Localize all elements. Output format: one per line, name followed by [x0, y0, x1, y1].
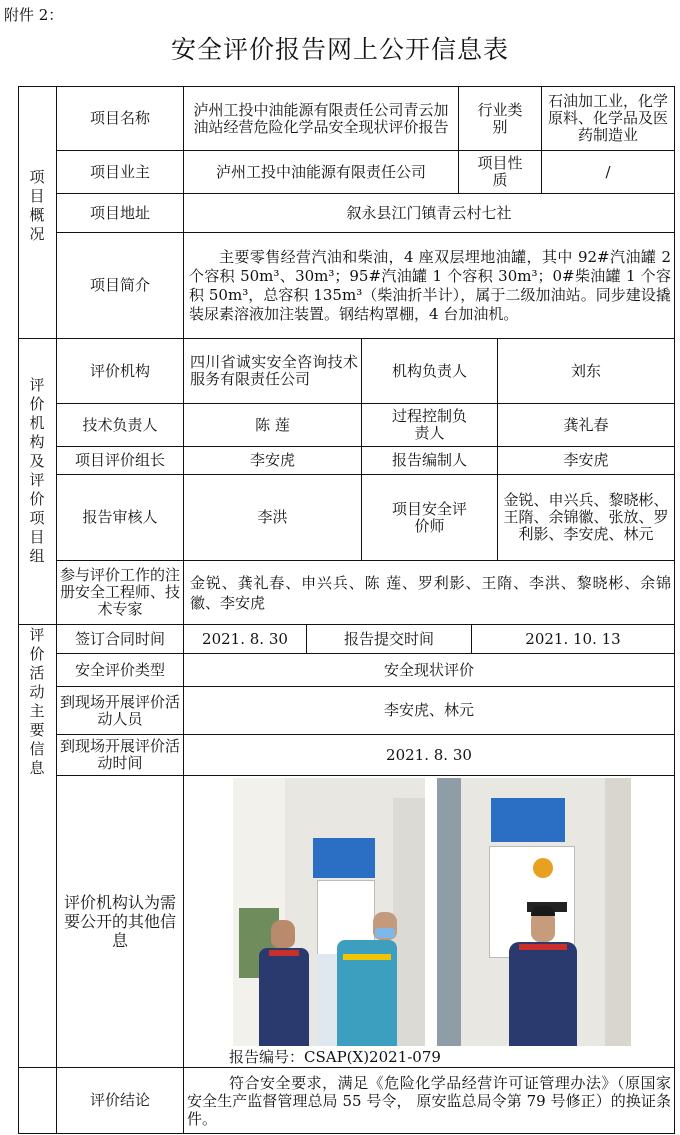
intro-label: 项目简介	[89, 276, 150, 294]
intro-value: 主要零售经营汽油和柴油，4 座双层埋地油罐，其中 92#汽油罐 2 个容积 50m³、30m³；95#汽油罐 1 个容积 30m³；0#柴油罐 1 个容积 50m³，总容积 135m³（柴油折半计），属于二级加油站。同步建设撬装尿素溶液加注装置。钢结构罩棚，4 台加油机。	[189, 247, 671, 323]
table-border-left	[18, 86, 19, 1134]
process-value: 龚礼春	[563, 415, 609, 434]
org-value: 四川省诚实安全咨询技术服务有限责任公司	[190, 353, 358, 388]
glass-door	[437, 778, 461, 1046]
staff-value: 李安虎、林元	[383, 701, 474, 719]
reviewer-label: 报告审核人	[82, 508, 158, 526]
evaluator-label: 项目安全评价师	[391, 499, 467, 535]
name-label: 项目名称	[89, 109, 150, 127]
staff-label: 到现场开展评价活动人员	[60, 692, 180, 728]
blue-sign	[313, 838, 375, 878]
site-photo-2	[437, 778, 631, 1046]
tech-value: 陈 莲	[255, 415, 290, 434]
col-line	[183, 86, 184, 338]
blue-sign	[491, 798, 565, 842]
conclusion-label: 评价结论	[89, 1091, 150, 1109]
owner-label: 项目业主	[89, 162, 150, 181]
nature-label: 项目性质	[477, 154, 523, 189]
table-border-bottom	[18, 1133, 675, 1134]
site-photo-1	[233, 778, 425, 1046]
nature-value: /	[605, 162, 611, 181]
person-hair	[531, 906, 555, 916]
name-value: 泸州工投中油能源有限责任公司青云加油站经营危险化学品安全现状评价报告	[193, 100, 449, 136]
writer-label: 报告编制人	[391, 451, 467, 469]
submit-label: 报告提交时间	[343, 629, 434, 648]
conclusion-value: 符合安全要求，满足《危险化学品经营许可证管理办法》（原国家安全生产监督管理总局 55 号令， 原安监总局令第 79 号修正）的换证条件。	[187, 1073, 671, 1128]
submit-value: 2021. 10. 13	[525, 629, 621, 648]
workwear-stripe	[269, 950, 299, 956]
industry-label: 行业类别	[477, 100, 523, 136]
col-line	[458, 86, 459, 193]
logo-emblem	[533, 858, 553, 878]
leader-label: 项目评价组长	[74, 451, 165, 469]
address-value: 叙永县江门镇青云村七社	[346, 203, 512, 222]
process-label: 过程控制负责人	[391, 407, 467, 442]
page-title: 安全评价报告网上公开信息表	[170, 35, 509, 64]
workwear-stripe	[519, 944, 567, 950]
industry-value: 石油加工业，化学原料、化学品及医药制造业	[547, 92, 668, 144]
type-value: 安全现状评价	[383, 660, 474, 679]
wall-edge	[605, 778, 631, 1046]
owner-value: 泸州工投中油能源有限责任公司	[215, 162, 426, 181]
head-label: 机构负责人	[391, 361, 467, 380]
face-mask	[375, 928, 395, 938]
tech-label: 技术负责人	[82, 415, 158, 434]
sign-label: 签订合同时间	[74, 629, 165, 648]
uniform-stripe	[343, 954, 391, 960]
section-title-activity: 评价活动主要信息	[29, 626, 45, 777]
person-workwear	[509, 942, 577, 1046]
person-head	[271, 920, 295, 948]
table-border-right	[674, 86, 675, 1134]
col-line	[541, 86, 542, 193]
writer-value: 李安虎	[563, 451, 609, 469]
participants-value: 金锐、龚礼春、申兴兵、陈 莲、罗利影、王隋、李洪、黎晓彬、余锦徽、李安虎	[190, 573, 671, 612]
wall-pillar	[393, 798, 425, 1046]
org-label: 评价机构	[89, 361, 150, 380]
evaluator-value: 金锐、申兴兵、黎晓彬、王隋、余锦徽、张放、罗利影、李安虎、林元	[503, 491, 669, 543]
head-value: 刘东	[570, 361, 601, 380]
sign-value: 2021. 8. 30	[202, 629, 288, 648]
other-info-label: 评价机构认为需要公开的其他信息	[64, 893, 177, 950]
section-title-team: 评价机构及评价项目组	[29, 376, 45, 565]
address-label: 项目地址	[89, 203, 150, 222]
report-number: 报告编号：CSAP(X)2021-079	[229, 1048, 441, 1066]
reviewer-value: 李洪	[257, 508, 288, 526]
site-time-value: 2021. 8. 30	[386, 745, 472, 764]
site-time-label: 到现场开展评价活动时间	[60, 737, 180, 772]
leader-value: 李安虎	[249, 451, 295, 469]
section-title-overview: 项目概况	[29, 168, 45, 243]
type-label: 安全评价类型	[74, 660, 165, 679]
attachment-label: 附件 2：	[4, 6, 64, 24]
person-workwear	[259, 948, 309, 1046]
participants-label: 参与评价工作的注册安全工程师、技术专家	[60, 566, 180, 618]
